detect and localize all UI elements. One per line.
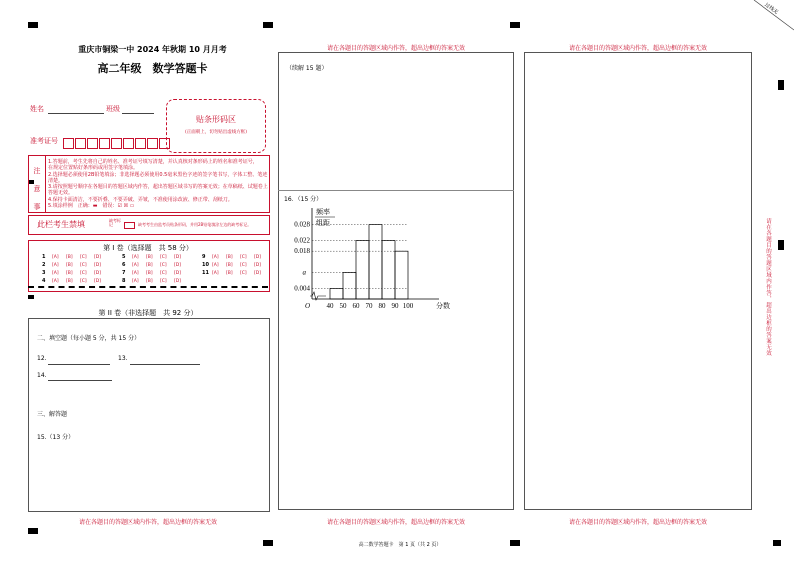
y-axis-label-bottom: 组距 xyxy=(316,219,330,227)
name-label: 姓名 xyxy=(30,105,44,113)
choice-bubble[interactable]: [A] xyxy=(52,279,59,284)
question-number: 3 xyxy=(42,270,46,276)
q13-answer-line[interactable] xyxy=(130,364,200,365)
notes-items: 1.答题前，考生先将自己的姓名、准考证号填写清楚，并认真核对条形码上的姓名和准考证号， 在规定位置贴好条形码或用签字笔填涂。 2.选择题必须使用2B铅笔填涂；非选择题必须使用0.5毫米黑色字迹的签字笔书写，字体工整、笔迹清楚。 3.请按照题号顺序在各题目的答题区域内作答，超出答题区域书写的答案无效；在草稿纸、试题卷上答题无效。 4.保持卡面清洁，不要折叠、不要弄破、弄皱，不准使用涂改液、修正带、刮纸刀。 5.填涂样例 正确：▬ 错误：☑ ☒ ▭ xyxy=(48,159,268,209)
choice-bubble[interactable]: [D] xyxy=(174,279,181,284)
y-tick-label: 0.004 xyxy=(294,284,310,293)
choice-bubble[interactable]: [C] xyxy=(80,279,87,284)
choice-bubble[interactable]: [A] xyxy=(212,271,219,276)
school-title: 重庆市铜梁一中 2024 年秋期 10 月月考 xyxy=(78,45,227,54)
q16-divider xyxy=(278,190,514,191)
choice-bubble[interactable]: [A] xyxy=(52,263,59,268)
histogram-bar xyxy=(382,241,395,299)
x-tick-label: 70 xyxy=(365,302,373,310)
a-label: a xyxy=(302,268,306,277)
class-field[interactable] xyxy=(122,113,154,114)
answer-section-title: 三、解答题 xyxy=(37,411,68,418)
choice-bubble[interactable]: [A] xyxy=(52,255,59,260)
question-number: 9 xyxy=(202,254,206,260)
choice-bubble[interactable]: [C] xyxy=(80,263,87,268)
top-warning-col3: 请在各题目的答题区域内作答，超出边框的答案无效 xyxy=(568,45,707,52)
histogram-bar xyxy=(395,251,408,299)
x-tick-label: 60 xyxy=(352,302,360,310)
continue-15-label: （续解 15 题） xyxy=(286,65,328,72)
q14-answer-line[interactable] xyxy=(48,380,112,381)
fill-section-title: 二、填空题（每小题 5 分，共 15 分） xyxy=(37,335,141,342)
choice-bubble[interactable]: [B] xyxy=(226,255,233,260)
choice-bubble[interactable]: [A] xyxy=(212,263,219,268)
answer-area-col3[interactable] xyxy=(524,52,752,510)
choice-bubble[interactable]: [B] xyxy=(66,271,73,276)
absent-note: 缺考考生由监考员贴条形码，并用2B铅笔填涂左边的缺考标记。 xyxy=(138,222,252,227)
choice-bubble[interactable]: [C] xyxy=(240,263,247,268)
page-title: 高二年级 数学答题卡 xyxy=(97,62,208,75)
choice-bubble[interactable]: [B] xyxy=(146,279,153,284)
class-label: 班级 xyxy=(106,105,120,113)
choice-bubble[interactable]: [D] xyxy=(254,255,261,260)
question-number: 2 xyxy=(42,262,46,268)
y-tick-label: 0.022 xyxy=(294,236,310,245)
x-axis-label: 分数 xyxy=(436,302,450,310)
registration-mark-top-left xyxy=(28,22,38,28)
barcode-title: 贴条形码区 xyxy=(196,115,236,124)
choice-bubble[interactable]: [D] xyxy=(94,263,101,268)
x-tick-label: 100 xyxy=(402,302,414,310)
choice-bubble[interactable]: [C] xyxy=(160,263,167,268)
bottom-warning-col1: 请在各题目的答题区域内作答，超出边框的答案无效 xyxy=(78,519,217,526)
q13-label: 13. xyxy=(118,355,128,362)
absent-sub: 缺考标记 xyxy=(109,218,121,228)
q14-label: 14. xyxy=(37,372,47,379)
histogram-bar xyxy=(343,272,356,299)
choice-bubble[interactable]: [D] xyxy=(94,255,101,260)
choice-bubble[interactable]: [C] xyxy=(240,255,247,260)
absent-label: 此栏考生禁填 xyxy=(37,220,85,229)
choice-bubble[interactable]: [D] xyxy=(174,271,181,276)
absent-box xyxy=(28,215,270,235)
question-number: 11 xyxy=(202,270,209,276)
choice-bubble[interactable]: [B] xyxy=(66,255,73,260)
y-axis-label-top: 频率 xyxy=(316,208,330,216)
notes-side-label: 注 意 事 xyxy=(29,156,46,212)
question-number: 1 xyxy=(42,254,46,260)
barcode-note: (正面朝上，切勿贴出虚线方框) xyxy=(184,130,247,135)
q12-label: 12. xyxy=(37,355,47,362)
barcode-area xyxy=(166,99,266,153)
choice-bubble[interactable]: [B] xyxy=(146,271,153,276)
choice-bubble[interactable]: [B] xyxy=(226,263,233,268)
bottom-warning-col3: 请在各题目的答题区域内作答，超出边框的答案无效 xyxy=(568,519,707,526)
registration-mark-bottom-mid2 xyxy=(510,540,520,546)
choice-bubble[interactable]: [C] xyxy=(160,255,167,260)
choice-bubble[interactable]: [B] xyxy=(66,279,73,284)
name-field[interactable] xyxy=(48,113,104,114)
q12-answer-line[interactable] xyxy=(48,364,110,365)
choice-bubble[interactable]: [B] xyxy=(146,263,153,268)
choice-bubble[interactable]: [A] xyxy=(132,271,139,276)
corner-tag-text: 过线无 xyxy=(763,2,780,16)
choice-bubble[interactable]: [C] xyxy=(160,271,167,276)
choice-bubble[interactable]: [C] xyxy=(80,271,87,276)
choice-bubble[interactable]: [D] xyxy=(174,263,181,268)
choice-bubble[interactable]: [A] xyxy=(132,263,139,268)
choice-bubble[interactable]: [A] xyxy=(132,255,139,260)
choice-bubble[interactable]: [D] xyxy=(254,263,261,268)
x-tick-label: 40 xyxy=(326,302,334,310)
top-warning-col2: 请在各题目的答题区域内作答，超出边框的答案无效 xyxy=(326,45,465,52)
corner-tag xyxy=(750,0,794,30)
question-number: 7 xyxy=(122,270,126,276)
choice-bubble[interactable]: [A] xyxy=(52,271,59,276)
question-number: 6 xyxy=(122,262,126,268)
question-number: 5 xyxy=(122,254,126,260)
question-number: 4 xyxy=(42,278,46,284)
q16-label: 16．（15 分） xyxy=(284,196,323,203)
y-tick-label: 0.028 xyxy=(294,220,310,229)
section1-dashed-divider xyxy=(28,286,268,288)
notes-box xyxy=(28,155,270,213)
q15-label: 15.（13 分） xyxy=(37,434,75,441)
registration-mark-right-mid xyxy=(778,240,784,250)
x-tick-label: 80 xyxy=(378,302,386,310)
question-number: 10 xyxy=(202,262,209,268)
histogram-bar xyxy=(356,241,369,299)
choice-bubble[interactable]: [B] xyxy=(66,263,73,268)
registration-mark-top-mid1 xyxy=(263,22,273,28)
choice-bubble[interactable]: [A] xyxy=(132,279,139,284)
choice-bubble[interactable]: [A] xyxy=(212,255,219,260)
histogram-bar xyxy=(330,288,343,299)
registration-mark-top-mid2 xyxy=(510,22,520,28)
page-footer: 高二数学答题卡 第 1 页（共 2 页） xyxy=(358,542,442,548)
bottom-warning-col2: 请在各题目的答题区域内作答，超出边框的答案无效 xyxy=(326,519,465,526)
choice-bubble[interactable]: [B] xyxy=(146,255,153,260)
choice-bubble[interactable]: [D] xyxy=(174,255,181,260)
choice-bubble[interactable]: [C] xyxy=(240,271,247,276)
registration-mark-left-mid2 xyxy=(28,295,34,299)
choice-bubble[interactable]: [C] xyxy=(160,279,167,284)
origin-label: O xyxy=(305,302,311,310)
choice-bubble[interactable]: [D] xyxy=(94,279,101,284)
section1-title: 第 I 卷（选择题 共 58 分） xyxy=(103,244,193,252)
vertical-warning: 请在各题目的答题区域内作答，超出边框的答案无效 xyxy=(765,218,771,356)
question-number: 8 xyxy=(122,278,126,284)
absent-checkbox[interactable] xyxy=(124,222,135,229)
choice-bubble[interactable]: [D] xyxy=(94,271,101,276)
frequency-histogram xyxy=(284,204,450,316)
registration-mark-bottom-mid1 xyxy=(263,540,273,546)
choice-bubble[interactable]: [C] xyxy=(80,255,87,260)
registration-mark-right-top xyxy=(778,80,784,90)
choice-bubble[interactable]: [B] xyxy=(226,271,233,276)
histogram-bar xyxy=(369,225,382,299)
registration-mark-bottom-left xyxy=(28,528,38,534)
exam-no-boxes[interactable] xyxy=(63,134,171,153)
section2-title: 第 II 卷（非选择题 共 92 分） xyxy=(98,309,198,317)
exam-no-label: 准考证号 xyxy=(30,137,58,145)
y-tick-label: 0.018 xyxy=(294,247,310,256)
x-tick-label: 50 xyxy=(339,302,347,310)
choice-bubble[interactable]: [D] xyxy=(254,271,261,276)
x-tick-label: 90 xyxy=(391,302,399,310)
registration-mark-right-bottom xyxy=(773,540,781,546)
